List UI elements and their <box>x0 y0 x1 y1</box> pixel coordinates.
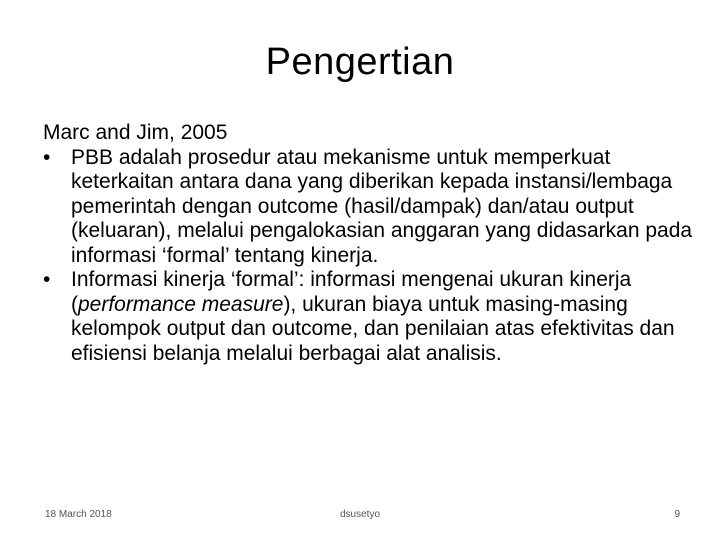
slide-title: Pengertian <box>265 41 455 83</box>
source-citation: Marc and Jim, 2005 <box>43 121 228 144</box>
bullet-list <box>43 146 693 367</box>
footer-date: 18 March 2018 <box>45 509 112 520</box>
slide-body <box>43 121 693 366</box>
bullet-text <box>71 268 675 365</box>
bullet-item-pbb-definition <box>43 146 693 269</box>
bullet-text: PBB adalah prosedur atau mekanisme untuk memperkuat keterkaitan antara dana yang diberikan kepada instansi/lembaga pemerintah dengan outcome (hasil/dampak) dan/atau output (keluaran), melalui pengalokasian anggaran yang didasarkan pada informasi ‘formal’ tentang kinerja. <box>71 145 693 267</box>
footer-author: dsusetyo <box>339 509 381 520</box>
bullet-item-formal-information <box>43 268 693 366</box>
bullet-icon: • <box>43 268 51 291</box>
bullet-text-part: ), ukuran biaya untuk masing-masing kelompok output dan outcome, dan penilaian atas efektivitas dan efisiensi belanja melalui berbagai alat analisis. <box>71 292 675 365</box>
bullet-text-part: Informasi kinerja ‘formal’: informasi mengenai ukuran kinerja ( <box>71 268 632 316</box>
italic-term: performance measure <box>78 292 284 316</box>
bullet-icon: • <box>43 145 51 169</box>
footer-page-number: 9 <box>674 509 680 520</box>
